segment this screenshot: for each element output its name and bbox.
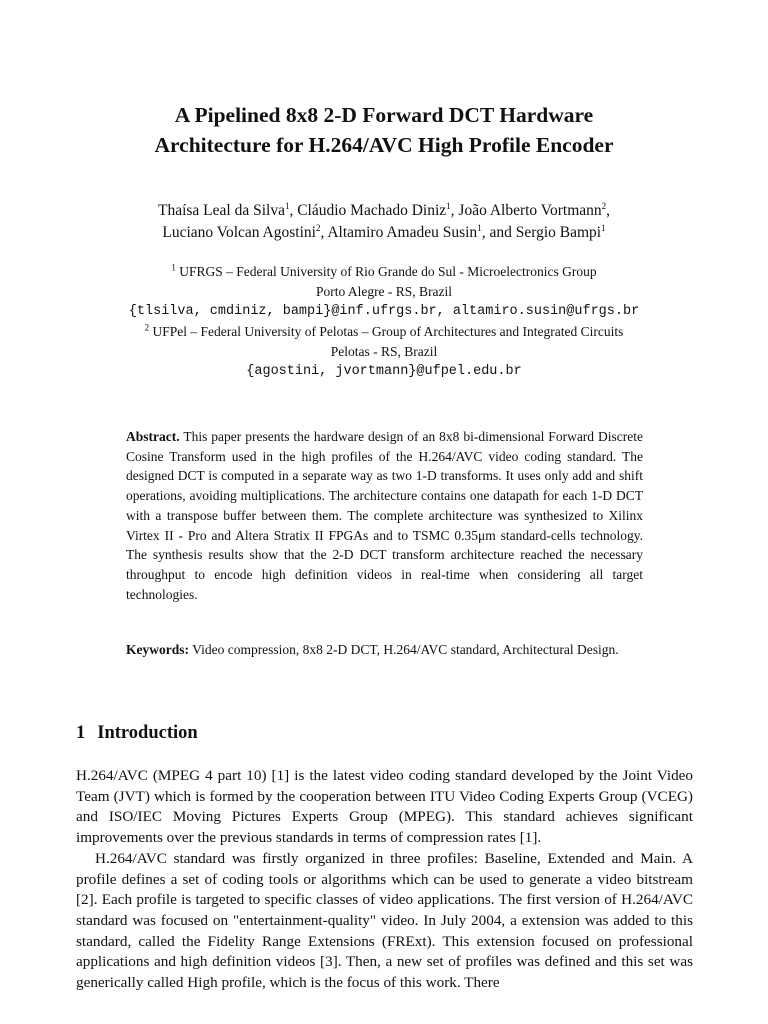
author-name: Altamiro Amadeu Susin: [327, 224, 478, 241]
author-line-1: Thaísa Leal da Silva$^1$, Cláudio Machado Diniz$^1$, João Alberto Vortmann$^2$,: [157, 200, 611, 219]
author-affil-mark: 2: [315, 222, 321, 233]
affiliation-emails: {tlsilva, cmdiniz, bampi}@inf.ufrgs.br, altamiro.susin@ufrgs.br: [128, 304, 640, 319]
abstract-label: Abstract.: [126, 429, 180, 444]
affiliation-1: [40, 262, 728, 322]
author-affil-mark: 2: [601, 200, 607, 211]
section-number: 1: [76, 723, 86, 743]
affiliation-emails: {agostini, jvortmann}@ufpel.edu.br: [246, 364, 522, 379]
affiliation-2: [40, 322, 728, 382]
paper-title: [40, 100, 728, 160]
author-name: Cláudio Machado Diniz: [297, 202, 447, 219]
paragraph: H.264/AVC standard was firstly organized in three profiles: Baseline, Extended and Main. A profile defines a set of coding tools or algorithms which can be used to generate a video bitstream [2]. Each profile is targeted to specific classes of video applications. The first version of H.264/AVC standard was focused on "entertainment-quality" video. In July 2004, a extension was added to this standard, called the Fidelity Range Extensions (FRExt). This extension focused on professional applications and high definition videos [3]. Then, a new set of profiles was defined and this set was generically called High profile, which is the focus of this work. There: [76, 849, 693, 992]
section-title: Introduction: [97, 723, 198, 743]
affiliation-mark: 1: [171, 262, 176, 273]
author-name: Luciano Volcan Agostini: [162, 224, 316, 241]
section-heading: [76, 720, 696, 746]
keywords: [126, 640, 643, 660]
affiliation-city: Porto Alegre - RS, Brazil: [315, 284, 453, 299]
author-name: Sergio Bampi: [515, 224, 602, 241]
affiliation-name: $^1$ UFRGS – Federal University of Rio Grande do Sul - Microelectronics Group: [171, 262, 597, 279]
title-line-1: A Pipelined 8x8 2-D Forward DCT Hardware: [174, 103, 594, 127]
abstract-text: This paper presents the hardware design of an 8x8 bi-dimensional Forward Discrete Cosine Transform used in the high profiles of the H.264/AVC video coding standard. The designed DCT is computed in a separate way as two 1-D transforms. It uses only add and shift operations, avoiding multiplications. The architecture contains one datapath for each 1-D DCT with a transpose buffer between them. The complete architecture was synthesized to Xilinx Virtex II - Pro and Altera Stratix II FPGAs and to TSMC 0.35μm standard-cells technology. The synthesis results show that the 2-D DCT transform architecture reached the necessary throughput to encode high definition videos in real-time when considering all target technologies.: [126, 429, 643, 602]
keywords-label: Keywords:: [126, 642, 189, 657]
author-line-2: Luciano Volcan Agostini$^2$, Altamiro Amadeu Susin$^1$, and Sergio Bampi$^1$: [162, 222, 606, 241]
author-affil-mark: 1: [446, 200, 451, 211]
author-conjunction: and: [489, 224, 512, 241]
abstract: [126, 427, 643, 604]
author-name: Thaísa Leal da Silva: [157, 202, 285, 219]
author-list: [40, 200, 728, 244]
keywords-text: Video compression, 8x8 2-D DCT, H.264/AVC standard, Architectural Design.: [192, 642, 619, 657]
paragraph: H.264/AVC (MPEG 4 part 10) [1] is the latest video coding standard developed by the Joint Video Team (JVT) which is formed by the cooperation between ITU Video Coding Experts Group (VCEG) and ISO/IEC Moving Pictures Experts Group (MPEG). This standard achieves significant improvements over the previous standards in terms of compression rates [1].: [76, 767, 693, 847]
affiliation-name: $^2$ UFPel – Federal University of Pelotas – Group of Architectures and Integrated Circuits: [144, 322, 624, 339]
author-affil-mark: 1: [284, 200, 290, 211]
author-affil-mark: 1: [601, 222, 606, 233]
title-line-2: Architecture for H.264/AVC High Profile Encoder: [154, 133, 614, 157]
section-body: [76, 766, 693, 994]
author-affil-mark: 1: [477, 222, 482, 233]
affiliation-mark: 2: [144, 322, 150, 333]
author-name: João Alberto Vortmann: [458, 202, 602, 219]
affiliation-city: Pelotas - RS, Brazil: [330, 344, 438, 359]
